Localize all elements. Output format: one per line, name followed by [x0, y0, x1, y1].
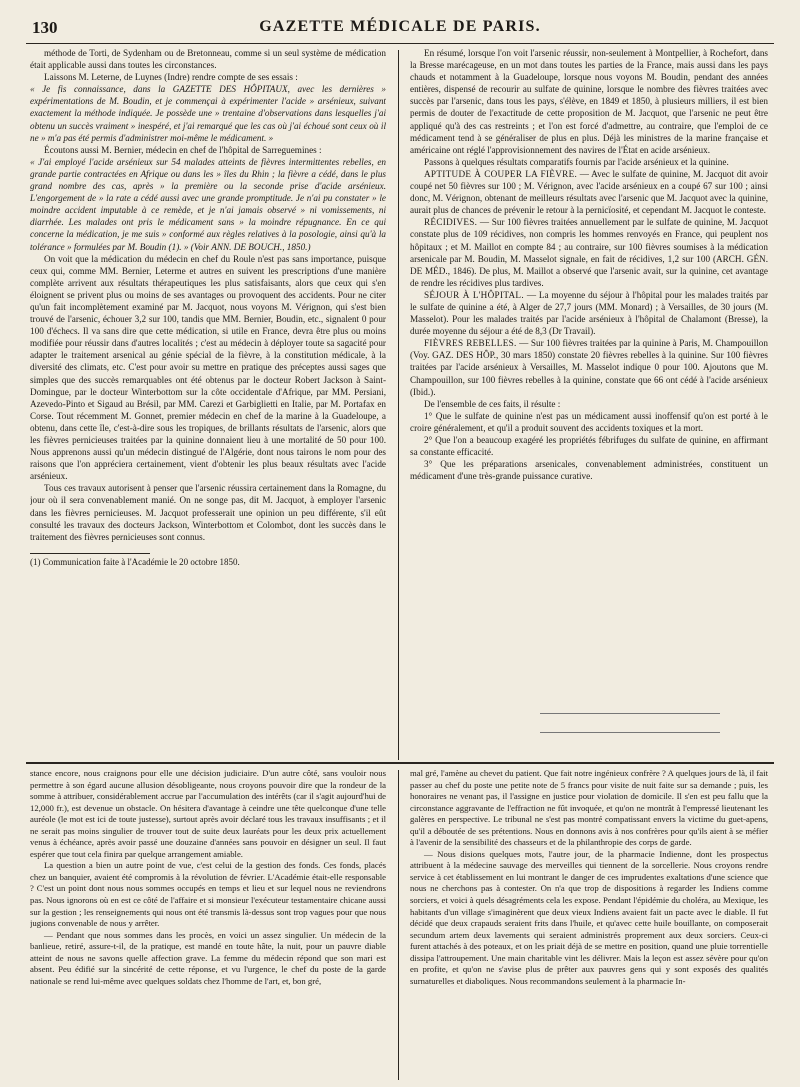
footnote: (1) Communication faite à l'Académie le 20 octobre 1850. — [30, 556, 240, 567]
paragraph: La question a bien un autre point de vue, c'est celui de la gestion des fonds. Ces fonds, placés chez un banquier, avaient été compromis à la révolution de février. L'Académie était-elle responsable ? C'est un point dont nous nous sommes occupés en temps et lieu et sur lequel nous ne reviendrons pas. Nous ignorons où en est ce côté de l'affaire et si monsieur l'exécuteur testamentaire chicane aussi sur la gestion ; les renseignements qui nous ont été transmis là-dessus sont trop vagues pour que nous jugions convenable de nous y arrêter. — [30, 860, 386, 929]
article-right-column — [410, 47, 768, 677]
paragraph-text: — Sur 100 fièvres traitées par la quinine à Paris, M. Champouillon (Voy. GAZ. DES HÔP., 30 mars 1850) constate 20 fièvres rebelles à la quinine. Sur 100 fièvres traitées par l'acide arsénieux à Versailles, M. Masselot indique 0 pour 100. Ajoutons que M. Champouillon, sur 100 fièvres rebelles à la quinine, constate que 66 ont cédé à l'acide arsénieux (Ibid.). — [410, 338, 768, 397]
page-header — [26, 14, 774, 40]
quote-leterne: « Je fis connaissance, dans la GAZETTE DES HÔPITAUX, avec les dernières » expérimentations de M. Boudin, et je commençai à expérimenter l'acide » arsénieux, suivant exactement la méthode indiquée. Je possède une » trentaine d'observations dans lesquelles j'ai obtenu un succès vraiment » inespéré, et j'ai remarqué que les cas où j'ai échoué sont ceux où il ne » m'a pas été permis d'administrer moi-même le médicament. » — [30, 84, 386, 143]
article-left-column — [30, 47, 386, 757]
quote-bernier: « J'ai employé l'acide arsénieux sur 54 malades atteints de fièvres intermittentes rebelles, en grande partie contractées en Afrique ou dans les » îles du Rhin ; la fièvre a cédé, dans le plus grand nombre des cas, après » la première ou la seconde prise d'acide arsénieux. L'engorgement de » la rate a cédé aussi avec une grande promptitude. Je n'ai pu constater » le moindre accident imputable à ce remède, et je n'ai jamais observé » ni vomissements, ni diarrhée. Les malades ont pris le médicament sans » la moindre répugnance. En ce qui concerne la médication, je me suis » conformé aux règles relatives à la posologie, ainsi qu'à la tolérance » formulées par M. Boudin (1). » (Voir ANN. DE BOUCH., 1850.) — [30, 156, 386, 252]
paragraph: Passons à quelques résultats comparatifs fournis par l'acide arsénieux et la quinine. — [424, 156, 729, 167]
paragraph-text: — La moyenne du séjour à l'hôpital pour les malades traités par le sulfate de quinine a été, à Alger de 27,7 jours (MM. Monard) ; à Versailles, de 30 jours (M. Masselot). Pour les malades traités par l'acide arsénieux à l'hôpital de Chalamont (Bresse), la durée moyenne du séjour a été de 8,3 (Dr Travail). — [410, 289, 768, 337]
journal-title: GAZETTE MÉDICALE DE PARIS. — [259, 18, 541, 35]
paragraph: stance encore, nous craignons pour elle une décision judiciaire. D'un autre côté, sans vouloir nous permettre à son égard aucune allusion désobligeante, nous croyons pouvoir dire que la rondeur de la somme à attribuer, considérablement accrue par l'accumulation des intérêts (car il s'agit aujourd'hui de 12,000 fr.), est devenue un obstacle. On hésitera d'avantage à ceindre une tête quelconque d'une telle auréole (le mot est ici de toute justesse), surtout après avoir déclaré tous les travaux insuffisants ; et il ne serait pas moins singulier de trouver tout de suite deux lauréats pour les deux prix actuellement venus à échéance, après avoir passé une douzaine d'années sans pouvoir en désigner un seul. Il faut espérer que tout cela finira par quelque arrangement amiable. — [30, 768, 386, 859]
section-heading: RÉCIDIVES. — [424, 217, 478, 228]
paragraph: Écoutons aussi M. Bernier, médecin en chef de l'hôpital de Sarreguemines : — [44, 144, 322, 155]
footnote-rule — [30, 553, 240, 568]
paragraph: mal gré, l'amène au chevet du patient. Que fait notre ingénieux confrère ? A quelques jours de là, il fait passer au chef du poste une petite note de 5 francs pour visite de nuit faite sur sa demande ; puis, les honoraires ne venant pas, il l'assigne en justice pour violation de domicile. Il s'en est peu fallu que la circonstance aggravante de l'effraction ne fût invoquée, et qu'on ne montrât à l'empressé lieutenant les galères en perspective. Le tribunal ne s'est pas montré compatissant envers la victime du guet-apens, qu'il a déboutée de ses prétentions. Nous en donnons avis à nos confrères pour qu'ils aient à se méfier à l'avenir de la sensibilité des chasseurs et de la philanthropie des corps de garde. — [410, 768, 768, 848]
conclusion-3: 3° Que les préparations arsenicales, convenablement administrées, constituent un médicament d'une très-grande puissance curative. — [410, 459, 768, 482]
paragraph: En résumé, lorsque l'on voit l'arsenic réussir, non-seulement à Montpellier, à Rochefort, dans la Bresse marécageuse, en un mot dans toutes les parties de la France, mais aussi dans les pays chauds et notamment à la Guadeloupe, lorsque nous voyons M. Boudin, pendant des années entières, dispensé de recourir au sulfate de quinine, lorsque le nombre des fièvres traitées avec succès par l'arsenic, dans tous les pays, s'élève, en 1849 et 1850, à plusieurs milliers, il est bien permis de douter de l'exactitude de cette proposition de M. Jacquot, que l'arsenic ne peut être appliqué qu'à des cas restreints ; et l'on est forcé d'admettre, au contraire, que l'emploi de ce médicament tend à se généraliser de plus en plus. Déjà les ministres de la marine française et américaine ont réglé l'approvisionnement des navires de l'État en acide arsénieux. — [410, 48, 768, 155]
paragraph: — Pendant que nous sommes dans les procès, en voici un assez singulier. Un médecin de la banlieue, retiré, assure-t-il, de la pratique, est mandé en toute hâte, la nuit, pour un pauvre diable atteint de nous ne savons quelle affection grave. La femme du médecin répond que son mari est absent. Peu édifié sur la sincérité de cette réponse, et vu l'urgence, le chef du poste de la garde nationale se rend lui-même avec quelques soldats chez l'homme de l'art, et, bon gré, — [30, 929, 386, 986]
column-divider — [398, 50, 399, 760]
paragraph-recidives — [410, 216, 768, 289]
column-divider — [398, 770, 399, 1080]
paragraph: — Nous disions quelques mots, l'autre jour, de la pharmacie Indienne, dont les prospectus attribuent à la médecine sauvage des merveilles qui tiennent de la sorcellerie. Nous croyons rendre service à cet établissement en lui montrant le danger de ces imprudentes exaltations d'une science que nous ne cherchons pas à contester. On n'a que trop de dispositions à regarder les Indiens comme sorciers, et voici à quels désagréments cela les expose. Pendant l'épidémie du choléra, au Mexique, les habitants d'un village s'imaginèrent que deux vieux Indiens avaient fait un pacte avec le diable. Il fut décidé que deux crapauds seraient frits dans l'huile, et qu'avec cette huile bouillante, on composerait secundum artem deux lavements qui seraient administrés proprement aux deux sorciers. Ceux-ci furent attachés à des poteaux, et on les priait déjà de se mettre en position, quand une pluie torrentielle dissipa l'attroupement. Une main charitable vint les délivrer. Mais la leçon est assez sévère pour qu'on en profite, et qu'on ne s'avise plus de prêter aux pauvres gens qui y sont exposés des qualités surnaturelles et diaboliques. Nous recommandons seulement à la pharmacie In- — [410, 848, 768, 986]
conclusion-2: 2° Que l'on a beaucoup exagéré les propriétés fébrifuges du sulfate de quinine, en affirmant sa constante efficacité. — [410, 435, 768, 458]
paragraph-sejour — [410, 289, 768, 337]
section-heading: FIÈVRES REBELLES. — [424, 338, 517, 349]
paragraph: Tous ces travaux autorisent à penser que l'arsenic réussira certainement dans la Romagne, du jour où il sera convenablement manié. On ne songe pas, dit M. Jacquot, à employer l'arsenic dans les fièvres pernicieuses. M. Jacquot professerait une opinion un peu différente, s'il eût consulté les travaux des docteurs Jackson, Winterbottom et Colombot, dont les succès dans le traitement des fièvres pernicieuses sont connus. — [30, 483, 386, 542]
header-rule — [26, 43, 774, 44]
section-heading: APTITUDE À COUPER LA FIÈVRE. — [424, 168, 578, 179]
separator-rule — [540, 732, 720, 733]
paragraph: Laissons M. Leterne, de Luynes (Indre) rendre compte de ses essais : — [44, 72, 298, 83]
paragraph: méthode de Torti, de Sydenham ou de Bretonneau, comme si un seul système de médication était applicable aussi dans toutes les circonstances. — [30, 48, 386, 71]
page-number: 130 — [32, 18, 58, 37]
lower-left-column — [30, 768, 386, 1080]
paragraph-fievres — [410, 337, 768, 397]
paragraph-text: — Sur 100 fièvres traitées annuellement par le sulfate de quinine, M. Jacquot constate plus de 109 récidives, non compris les hommes renvoyés en France, qui peuplent nos hôpitaux ; et M. Maillot en compte 84 ; au contraire, sur 100 fièvres soumises à la médication arsenicale par M. Boudin, M. Masselot signale, en fait de récidives, 1,2 sur 100 (ARCH. GÉN. DE MÉD., 1846). De plus, M. Maillot a observé que l'arsenic avait, sur la quinine, cet avantage de rendre les récidives plus tardives. — [410, 217, 768, 288]
conclusion-1: 1° Que le sulfate de quinine n'est pas un médicament aussi inoffensif qu'on est porté à le croire généralement, et qu'il a produit souvent des accidents toxiques et la mort. — [410, 410, 768, 433]
paragraph-text: — Avec le sulfate de quinine, M. Jacquot dit avoir coupé net 50 fièvres sur 100 ; M. Vérignon, avec l'acide arsénieux en a coupé 67 sur 100 ; ainsi donc, M. Vérignon, obtenant de meilleurs résultats avec l'arsenic que M. Jacquot avec la quinine, aurait plus de chances de prévenir le retour à la pernicïosité, et cependant M. Jacquot le conteste. — [410, 168, 768, 216]
paragraph-aptitude — [410, 168, 768, 216]
section-heading: SÉJOUR À L'HÔPITAL. — [424, 289, 524, 300]
section-rule — [26, 762, 774, 764]
lower-right-column — [410, 768, 768, 1080]
paragraph: De l'ensemble de ces faits, il résulte : — [424, 398, 561, 409]
paragraph: On voit que la médication du médecin en chef du Roule n'est pas sans importance, puisque ceux qui, comme MM. Bernier, Leterme et autres en suivent les prescriptions d'une manière complète arrivent aux résultats thérapeutiques les plus satisfaisants, alors que ceux qui s'en éloignent se privent plus ou moins de ses avantages ou provoquent des accidents. Pour ne citer qu'un fait incomplètement examiné par M. Jacquot, nous voyons M. Vérignon, qui s'est bien trouvé de l'arsenic, échouer 3,2 sur 100, tandis que MM. Bernier, Boudin, etc., signalent 0 pour 100 d'échecs. Il va sans dire que cette médication, si utile en France, devra être plus ou moins modifiée pour réussir dans d'autres localités ; c'est au médecin à déployer toute sa sagacité pour adapter le traitement arsenical au génie spécial de la fièvre, à la constitution médicale, à la diversité des climats, etc. C'est pour avoir su mettre en pratique des préceptes aussi sages que simples que des succès remarquables ont été obtenus par le docteur Robert Jackson à Saint-Domingue, par le docteur Winterbottom sur la côte occidentale d'Afrique, par MM. Persiani, Azevedo-Pinto et Sigaud au Brésil, par MM. Carezi et Garbiglietti en Italie, par M. Portafax en Corse. Tout récemment M. Gonnet, premier médecin en chef de la marine à la Guadeloupe, a obtenu, dans cette île, c'est-à-dire sous les tropiques, de brillants résultats de l'arsenic, alors que les fièvres pernicieuses traitées par la quinine donnaient lieu à une mortalité de 50 pour 100. Nous apprenons aussi qu'un médecin distingué de l'Algérie, dont nous tairons le nom pour des raisons que l'on appréciera certainement, vient d'obtenir les plus beaux résultats avec l'acide arsénieux. — [30, 253, 386, 482]
separator-rule — [540, 713, 720, 714]
